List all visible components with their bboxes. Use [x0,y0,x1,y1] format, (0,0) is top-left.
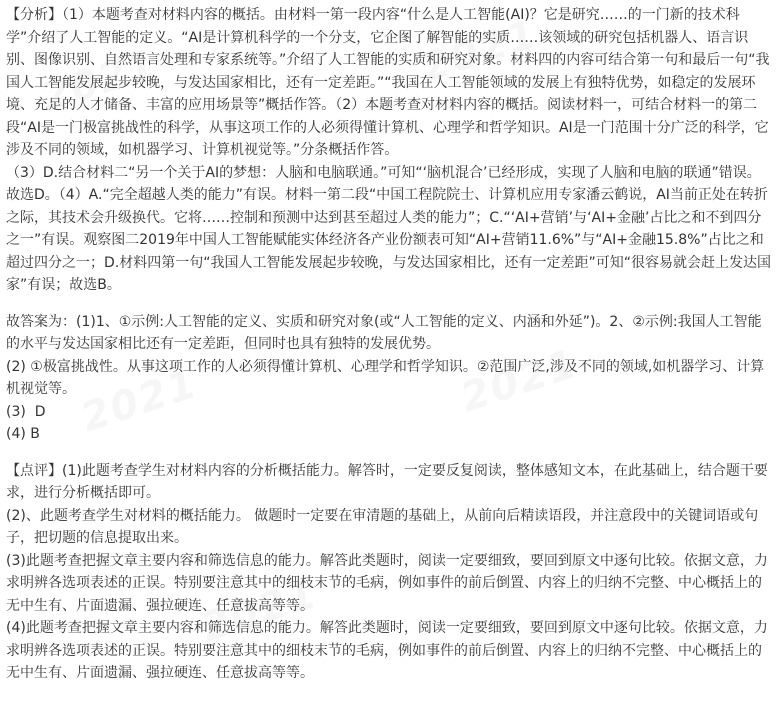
answer-line-3: (3) D [6,403,46,420]
comment-line-3: (3)此题考查把握文章主要内容和筛选信息的能力。解答此类题时，阅读一定要细致，要回到原文中逐句比较。依据文意，力求明辨各选项表述的正误。特别要注意其中的细枝末节的毛病，例如事件的前后倒置、内容上的归纳不完整、中心概括上的无中生有、片面遗漏、强拉硬连、任意拔高等等。 [6,552,768,614]
analysis-paragraph-2: （3）D.结合材料二“另一个关于AI的梦想：人脑和电脑联通。”可知“‘脑机混合’已经形成，实现了人脑和电脑的联通”错误。故选D。（4）A.“完全超越人类的能力”有误。材料一第二段“中国工程院院士、计算机应用专家潘云鹤说，AI当前正处在转折之际，其技术会升级换代。它将……控制和预测中达到甚至超过人类的能力”；C.“‘AI+营销’与‘AI+金融’占比之和不到四分之一”有误。观察图二2019年中国人工智能赋能实体经济各产业份额表可知“AI+营销11.6%”与“AI+金融15.8%”占比之和超过四分之一；D.材料四第一句“我国人工智能发展起步较晚，与发达国家相比，还有一定差距”可知“很容易就会赶上发达国家”有误；故选B。 [6,164,771,293]
comment-section [6,460,774,685]
answer-line-2: (2) ①极富挑战性。从事这项工作的人必须得懂计算机、心理学和哲学知识。②范围广泛,涉及不同的领域,如机器学习、计算机视觉等。 [6,358,765,397]
comment-line-2: (2)、此题考查学生对材料的概括能力。 做题时一定要在审清题的基础上，从前向后精读语段，并注意段中的关键词语或句子，把切题的信息提取出来。 [6,507,759,546]
answer-section [6,311,774,446]
analysis-paragraph-1: 【分析】（1）本题考查对材料内容的概括。由材料一第一段内容“什么是人工智能(AI)？它是研究……的一门新的技术科学”介绍了人工智能的定义。“AI是计算机科学的一个分支，它企图了解智能的实质……该领域的研究包括机器人、语言识别、图像识别、自然语言处理和专家系统等。”介绍了人工智能的实质和研究对象。材料四的内容可结合第一句和最后一句“我国人工智能发展起步较晚，与发达国家相比，还有一定差距。”“我国在人工智能领域的发展上有独特优势，如稳定的发展环境、充足的人才储备、丰富的应用场景等”概括作答。（2）本题考查对材料内容的概括。阅读材料一，可结合材料一的第二段“AI是一门极富挑战性的科学，从事这项工作的人必须得懂计算机、心理学和哲学知识。AI是一门范围十分广泛的科学，它涉及不同的领域，如机器学习、计算机视觉等。”分条概括作答。 [6,7,770,158]
comment-line-4: (4)此题考查把握文章主要内容和筛选信息的能力。解答此类题时，阅读一定要细致，要回到原文中逐句比较。依据文意，力求明辨各选项表述的正误。特别要注意其中的细枝末节的毛病，例如事件的前后倒置、内容上的归纳不完整、中心概括上的无中生有、片面遗漏、强拉硬连、任意拔高等等。 [6,620,768,681]
answer-line-1: 故答案为：(1)1、①示例:人工智能的定义、实质和研究对象(或“人工智能的定义、内涵和外延”)。2、②示例:我国人工智能的水平与发达国家相比还有一定差距，但同时也具有独特的发展优势。 [6,313,762,352]
analysis-section [6,4,774,297]
answer-line-4: (4) B [6,426,40,442]
comment-line-1: 【点评】(1)此题考查学生对材料内容的分析概括能力。解答时，一定要反复阅读，整体感知文本，在此基础上，结合题干要求，进行分析概括即可。 [6,462,768,501]
